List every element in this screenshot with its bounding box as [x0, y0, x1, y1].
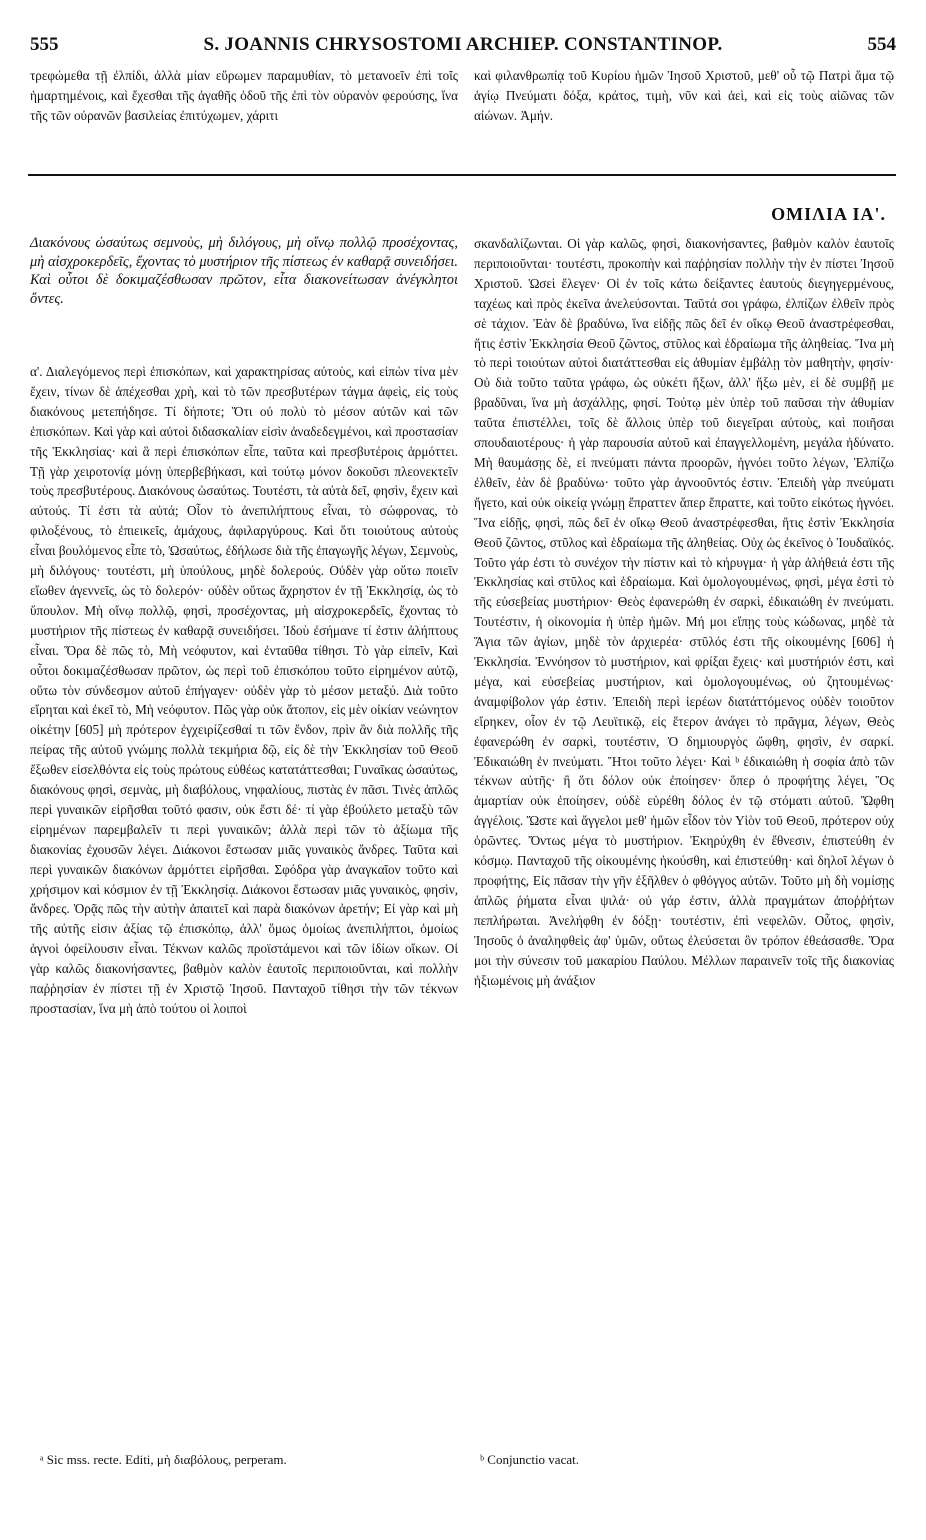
- left-body-text: α'. Διαλεγόμενος περὶ ἐπισκόπων, καὶ χαρακτηρίσας αὐτοὺς, καὶ εἰπὼν τίνα μὲν ἔχειν, τίνων δὲ ἀπέχεσθαι χρὴ, καὶ τὸ τῶν πρεσβυτέρων τάγμα ἀφεὶς, εἰς τοὺς διακόνους μετεπήδησε. Τί δήποτε; Ὅτι οὐ πολὺ τὸ μέσον αὐτῶν καὶ τῶν ἐπισκόπων. Καὶ γὰρ καὶ αὐτοὶ διδασκαλίαν εἰσὶν ἀναδεδεγμένοι, καὶ προστασίαν τῆς Ἐκκλησίας· καὶ ἃ περὶ ἐπισκόπων εἶπε, ταῦτα καὶ πρεσβυτέροις ἁρμόττει. Τῇ γὰρ χειροτονίᾳ μόνῃ ὑπερβεβήκασι, καὶ τούτῳ μόνον δοκοῦσι πλεονεκτεῖν τοὺς πρεσβυτέρους. Διακόνους ὡσαύτως. Τουτέστι, τὰ αὐτὰ δεῖ, φησὶν, ἔχειν καὶ αὐτούς. Τί ἐστι τὰ αὐτά; Οἷον τὸ ἀνεπιλήπτους εἶναι, τὸ σώφρονας, τὸ φιλοξένους, τὸ ἐπιεικεῖς, ἀμάχους, ἀφιλαργύρους. Καὶ ὅτι τοιούτους αὐτοὺς εἶναι βουλόμενος εἶπε τὸ, Ὡσαύτως, ἐδήλωσε διὰ τῆς ἐπαγωγῆς λέγων, Σεμνοὺς, μὴ διλόγους· τουτέστι, μὴ ὑπούλους, μηδὲ δολερούς. Οὐδὲν γὰρ οὕτω ποιεῖν εἴωθεν ἀγεννεῖς, ὡς τὸ δολερόν· οὐδὲν οὕτως ἄχρηστον ἐν τῇ Ἐκκλησίᾳ, ὡς τὸ ὕπουλον. Μὴ οἴνῳ πολλῷ, φησὶ, προσέχοντας, μὴ αἰσχροκερδεῖς, ἔχοντας τὸ μυστήριον τῆς πίστεως ἐν καθαρᾷ συνειδήσει. Ἰδοὺ ἐσήμανε τί ἐστιν ἀλήπτους εἶναι. Ὅρα δὲ πῶς τὸ, Μὴ νεόφυτον, καὶ ἐνταῦθα τίθησι. Τὸ γὰρ εἰπεῖν, Καὶ οὗτοι δοκιμαζέσθωσαν πρῶτον, ὡς περὶ τοῦ ἐπισκόπου τοῦτο εἰρημένον αὐτῷ, οὕτω τὸν σύνδεσμον αὐτοῦ ἐπήγαγεν· οὐδὲν γὰρ τὸ μέσον μεταξύ. Διὰ τοῦτο εἴρηται καὶ ἐκεῖ τὸ, Μὴ νεόφυτον. Πῶς γὰρ οὐκ ἄτοπον, εἰς μὲν οἰκίαν νεώνητον οἰκέτην [605] μὴ πρότερον ἐγχειρίζεσθαί τι τῶν ἔνδον, πρὶν ἂν διὰ πολλῆς τῆς πείρας τῆς αὐτοῦ γνώμης πολλὰ τεκμήρια δῷ, εἰς δὲ τὴν Ἐκκλησίαν τοῦ Θεοῦ ἔξωθεν εἰσελθόντα εἰς τοὺς πρώτους εὐθέως κατατάττεσθαι; Γυναῖκας ὡσαύτως, διακόνους φησὶ, σεμνὰς, μὴ διαβόλους, νηφαλίους, πιστὰς ἐν πᾶσι. Τινὲς ἁπλῶς περὶ γυναικῶν εἰρῆσθαι τοῦτό φασιν, οὐκ ἔστι δέ· τί γὰρ ἐβούλετο μεταξὺ τῶν εἰρημένων παρεμβαλεῖν τι περὶ γυναικῶν; ἀλλὰ περὶ τῶν τὸ ἀξίωμα τῆς διακονίας ἐχουσῶν λέγει. Διάκονοι ἔστωσαν μιᾶς γυναικὸς ἄνδρες. Ταῦτα καὶ περὶ γυναικῶν διακόνων ἁρμόττει εἰρῆσθαι. Σφόδρα γὰρ ἀναγκαῖον τοῦτο καὶ χρήσιμον καὶ κόσμιον ἐν τῇ Ἐκκλησίᾳ. Διάκονοι ἔστωσαν μιᾶς γυναικὸς, φησὶν, ἄνδρες. Ὁρᾷς πῶς τὴν αὐτὴν ἀπαιτεῖ καὶ παρὰ διακόνων ἀρετήν; Εἰ γὰρ καὶ μὴ τῆς αὐτῆς εἰσιν ἀξίας τῷ ἐπισκόπῳ, ἀλλ' ὅμως ὁμοίως ἀνεπιλήπτοι, ὁμοίως ἁγνοὶ ὀφείλουσιν εἶναι. Τέκνων καλῶς προϊστάμενοι καὶ τῶν ἰδίων οἴκων. Οἱ γὰρ καλῶς διακονήσαντες, βαθμὸν καλὸν ἑαυτοῖς περιποιοῦνται, καὶ πολλὴν παῤῥησίαν ἐν πίστει τῇ ἐν Χριστῷ Ἰησοῦ. Πανταχοῦ τίθησι τὴν τῶν τέκνων προστασίαν, ἵνα μὴ ἀπὸ τούτου οἱ λοιποὶ: [30, 364, 458, 1016]
- scripture-lemma: Διακόνους ὡσαύτως σεμνοὺς, μὴ διλόγους, μὴ οἴνῳ πολλῷ προσέχοντας, μὴ αἰσχροκερδεῖς, ἔχοντας τὸ μυστήριον τῆς πίστεως ἐν καθαρᾷ συνειδήσει. Καὶ οὗτοι δὲ δοκιμαζέσθωσαν πρῶτον, εἶτα διακονείτωσαν ἀνέγκλητοι ὄντες.: [30, 235, 458, 307]
- top-right-paragraph: [474, 66, 894, 126]
- left-column-body: [30, 362, 458, 1019]
- section-divider: [28, 174, 896, 176]
- footnote-b: ᵇ Conjunctio vacat.: [480, 1452, 579, 1467]
- running-title: S. JOANNIS CHRYSOSTOMI ARCHIEP. CONSTANTINOP.: [203, 34, 723, 55]
- right-body-text: σκανδαλίζωνται. Οἱ γὰρ καλῶς, φησὶ, διακονήσαντες, βαθμὸν καλὸν ἑαυτοῖς περιποιοῦνται· τουτέστι, προκοπὴν καὶ παῤῥησίαν πολλὴν τὴν ἐν πίστει Ἰησοῦ Χριστοῦ. Ὡσεὶ ἔλεγεν· Οἱ ἐν τοῖς κάτω δείξαντες ἑαυτοὺς διεγηγερμένους, ταχέως καὶ πρὸς ἐκεῖνα ἀνελεύσονται. Ταῦτά σοι γράφω, ἐλπίζων ἐλθεῖν πρὸς σὲ τάχιον. Ἐὰν δὲ βραδύνω, ἵνα εἰδῇς πῶς δεῖ ἐν οἴκῳ Θεοῦ ἀναστρέφεσθαι, ἥτις ἐστὶν Ἐκκλησία Θεοῦ ζῶντος, στῦλος καὶ ἑδραίωμα τῆς ἀληθείας. Ἵνα μὴ τὸ περὶ τοιούτων αὐτοὶ διατάττεσθαι εἰς ἀθυμίαν ἐμβάλῃ τὸν μαθητὴν, φησίν· Οὐ διὰ τοῦτο ταῦτα γράφω, ὡς οὐκέτι ἥξων, ἀλλ' ἥξω μὲν, εἰ δὲ συμβῇ με βραδῦναι, ἵνα μὴ ἀσχάλλῃς, φησί. Τούτῳ μὲν ὑπὲρ τοῦ παῦσαι τὴν ἀθυμίαν ταῦτα ἐπιστέλλει, τοῖς δὲ ἄλλοις ὑπὲρ τοῦ διεγεῖραι αὐτοὺς, καὶ ποιῆσαι σπουδαιοτέρους· ἡ γὰρ παρουσία αὐτοῦ καὶ ἐπαγγελλομένη, μεγάλα ἠδύνατο. Μὴ θαυμάσῃς δὲ, εἰ πνεύματι πάντα προορῶν, ἠγνόει τοῦτο λέγων, Ἐλπίζω ἐλθεῖν, ἐὰν δὲ βραδύνω· τοῦτο γὰρ ἀγνοοῦντός ἐστιν. Ἐπειδὴ γὰρ πνεύματι ἤγετο, καὶ οὐκ οἰκείᾳ γνώμῃ ἔπραττεν ἅπερ ἔπραττε, καὶ τοῦτο εἰκότως ἠγνόει. Ἵνα εἰδῇς, φησὶ, πῶς δεῖ ἐν οἴκῳ Θεοῦ ἀναστρέφεσθαι, ἥτις ἐστὶν Ἐκκλησία Θεοῦ ζῶντος, στῦλος καὶ ἑδραίωμα τῆς ἀληθείας. Οὐχ ὡς ἐκεῖνος ὁ Ἰουδαϊκός. Τοῦτο γάρ ἐστι τὸ συνέχον τὴν πίστιν καὶ τὸ κήρυγμα· ἡ γὰρ ἀλήθειά ἐστι τῆς Ἐκκλησίας καὶ στῦλος καὶ ἑδραίωμα. Καὶ ὁμολογουμένως, φησὶ, μέγα ἐστὶ τὸ τῆς εὐσεβείας μυστήριον· Θεὸς ἐφανερώθη ἐν σαρκὶ, ἐδικαιώθη ἐν πνεύματι. Τουτέστιν, ἡ οἰκονομία ἡ ὑπὲρ ἡμῶν. Μή μοι εἴπῃς τοὺς κώδωνας, μηδὲ τὰ Ἅγια τῶν ἁγίων, μηδὲ τὸν ἀρχιερέα· στῦλός ἐστι τῆς οἰκουμένης [606] ἡ Ἐκκλησία. Ἐννόησον τὸ μυστήριον, καὶ φρίξαι ἔχεις· καὶ μυστήριόν ἐστι, καὶ μέγα, καὶ εὐσεβείας μυστήριον, καὶ ὁμολογουμένως, οὐ ζητουμένως· ἀναμφίβολον γάρ ἐστιν. Ἐπειδὴ περὶ ἱερέων διατάττόμενος οὐδὲν τοιοῦτον εἴρηκεν, οἷον ἐν τῷ Λευϊτικῷ, εἰς ἕτερον ἀνάγει τὸ πρᾶγμα, λέγων, Θεὸς ἐφανερώθη ἐν σαρκὶ, τουτέστιν, Ὁ δημιουργὸς ὤφθη, φησὶν, ἐν σαρκί. Ἐδικαιώθη ἐν πνεύματι. Ἤτοι τοῦτο λέγει· Καὶ ᵇ ἐδικαιώθη ἡ σοφία ἀπὸ τῶν τέκνων αὐτῆς· ἢ ὅτι δόλον οὐκ ἐποίησεν· ὅπερ ὁ προφήτης λέγει, Ὃς ἁμαρτίαν οὐκ ἐποίησεν, οὐδὲ εὑρέθη δόλος ἐν τῷ στόματι αὐτοῦ. Ὤφθη ἀγγέλοις. Ὥστε καὶ ἄγγελοι μεθ' ἡμῶν εἶδον τὸν Υἱὸν τοῦ Θεοῦ, πρότερον οὐχ ὁρῶντες. Ὄντως μέγα τὸ μυστήριον. Ἐκηρύχθη ἐν ἔθνεσιν, ἐπιστεύθη ἐν κόσμῳ. Πανταχοῦ τῆς οἰκουμένης ἠκούσθη, καὶ ἐπιστεύθη· καὶ δηλοῖ λέγων ὁ προφήτης, Εἰς πᾶσαν τὴν γῆν ἐξῆλθεν ὁ φθόγγος αὐτῶν. Τοῦτο μὴ δὴ νομίσῃς ἁπλῶς ῥήματα εἶναι ψιλά· οὐ γάρ ἐστιν, ἀλλὰ πραγμάτων ἀποῤῥήτων πεπλήρωται. Ἀνελήφθη ἐν δόξῃ· τουτέστιν, ἐπὶ νεφελῶν. Οὗτος, φησὶν, Ἰησοῦς ὁ ἀναληφθεὶς ἀφ' ὑμῶν, οὕτως ἐλεύσεται ὃν τρόπον ἐθεάσασθε. Ὅρα μοι τὴν σύνεσιν τοῦ μακαρίου Παύλου. Μέλλων παραινεῖν τοῖς τῆς διακονίας ἠξιωμένοις μὴ ἀνάξιον: [474, 236, 894, 988]
- top-left-paragraph: [30, 66, 458, 126]
- footnote-a: ᵃ Sic mss. recte. Editi, μὴ διαβόλους, perperam.: [40, 1452, 287, 1467]
- top-right-text: καὶ φιλανθρωπίᾳ τοῦ Κυρίου ἡμῶν Ἰησοῦ Χριστοῦ, μεθ' οὗ τῷ Πατρὶ ἅμα τῷ ἁγίῳ Πνεύματι δόξα, κράτος, τιμὴ, νῦν καὶ ἀεὶ, καὶ εἰς τοὺς αἰῶνας τῶν αἰώνων. Ἀμήν.: [474, 68, 894, 123]
- running-header: [30, 34, 896, 60]
- page-number-left: 555: [30, 34, 59, 55]
- homily-title: ΟΜΙΛΙΑ ΙΑ'.: [771, 204, 886, 224]
- top-left-text: τρεφώμεθα τῇ ἐλπίδι, ἀλλὰ μίαν εὕρωμεν παραμυθίαν, τὸ μετανοεῖν ἐπὶ τοῖς ἡμαρτημένοις, καὶ ἔχεσθαι τῆς ἀγαθῆς ὁδοῦ τῆς ἐπὶ τὸν οὐρανὸν φερούσης, ἵνα τῆς τῶν οὐρανῶν βασιλείας ἐπιτύχωμεν, χάριτι: [30, 68, 458, 123]
- right-column-body: [474, 234, 894, 990]
- page-number-right: 554: [867, 34, 896, 55]
